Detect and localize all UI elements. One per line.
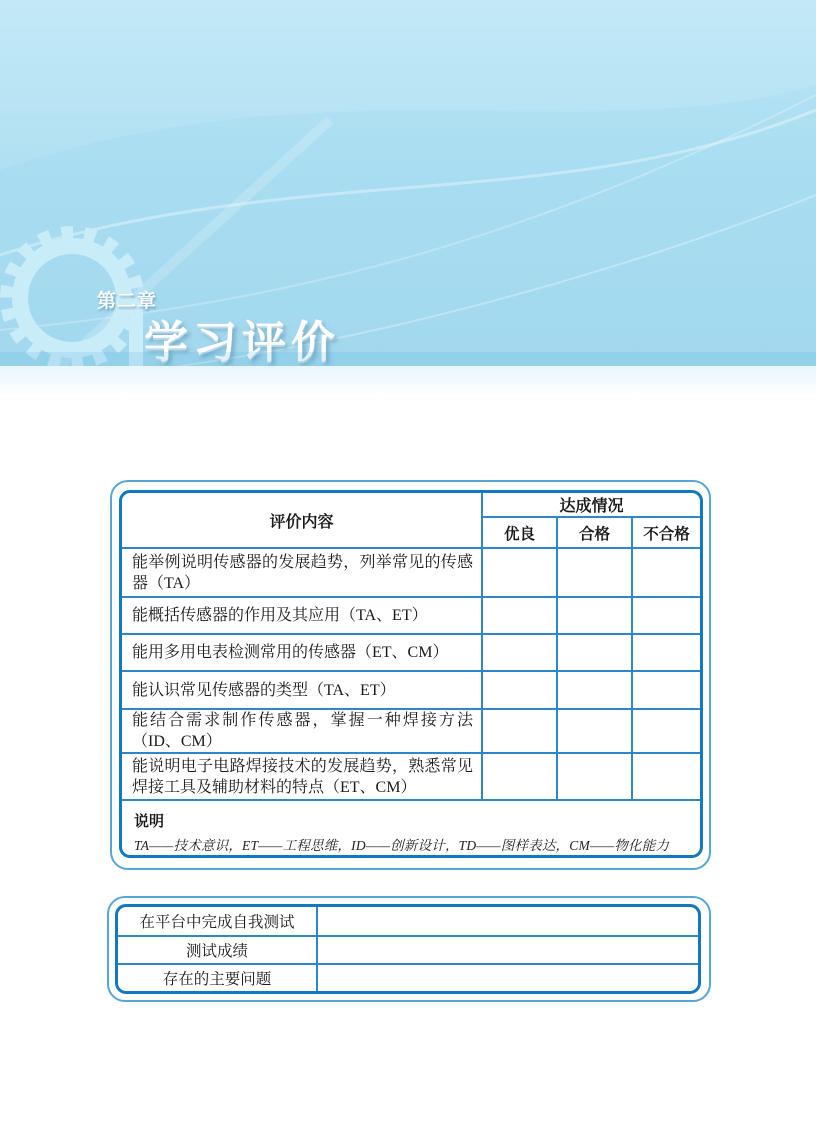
header-level-excellent: 优良 — [481, 516, 556, 547]
status-cell-pass — [556, 547, 631, 596]
status-cell-pass — [556, 596, 631, 633]
status-cell-pass — [556, 752, 631, 799]
self-test-table-inner — [115, 904, 701, 994]
status-cell-excellent — [481, 670, 556, 708]
evaluation-table — [110, 480, 711, 870]
status-cell-excellent — [481, 708, 556, 752]
header-achievement-status: 达成情况 — [481, 493, 700, 516]
table-note — [122, 799, 700, 855]
self-test-row-label: 测试成绩 — [118, 935, 316, 963]
self-test-row-label: 在平台中完成自我测试 — [139, 914, 295, 931]
eval-row-label: 能用多用电表检测常用的传感器（ET、CM） — [122, 633, 481, 670]
eval-row-label: 能说明电子电路焊接技术的发展趋势，熟悉常见焊接工具及辅助材料的特点（ET、CM） — [122, 752, 481, 799]
header-level-pass: 合格 — [556, 516, 631, 547]
chapter-label: 第二章 — [97, 291, 158, 312]
self-test-table — [107, 896, 711, 1002]
eval-row-label: 能结合需求制作传感器，掌握一种焊接方法（ID、CM） — [122, 708, 481, 752]
eval-row-label: 能认识常见传感器的类型（TA、ET） — [122, 670, 481, 708]
page-title: 学习评价 — [144, 318, 340, 366]
note-title: 说明 — [134, 813, 165, 830]
chapter-banner — [0, 0, 816, 366]
status-cell-excellent — [481, 752, 556, 799]
status-cell-pass — [556, 633, 631, 670]
banner-bottom-strip — [0, 352, 816, 366]
status-cell-fail — [631, 752, 700, 799]
self-test-row-value — [316, 935, 698, 963]
note-body: TA——技术意识，ET——工程思维，ID——创新设计，TD——图样表达，CM——物化能力 — [134, 838, 670, 853]
status-cell-excellent — [481, 596, 556, 633]
self-test-row-label: 存在的主要问题 — [118, 963, 316, 991]
header-level-fail: 不合格 — [631, 516, 700, 547]
status-cell-fail — [631, 633, 700, 670]
status-cell-pass — [556, 670, 631, 708]
eval-row-label: 能概括传感器的作用及其应用（TA、ET） — [122, 596, 481, 633]
evaluation-table-inner — [119, 490, 703, 858]
status-cell-fail — [631, 670, 700, 708]
status-cell-excellent — [481, 633, 556, 670]
status-cell-fail — [631, 708, 700, 752]
banner-fade — [0, 366, 816, 396]
status-cell-fail — [631, 596, 700, 633]
self-test-row-value — [316, 963, 698, 991]
eval-row-label: 能举例说明传感器的发展趋势，列举常见的传感器（TA） — [122, 547, 481, 596]
status-cell-excellent — [481, 547, 556, 596]
status-cell-pass — [556, 708, 631, 752]
header-evaluation-content: 评价内容 — [269, 513, 334, 531]
status-cell-fail — [631, 547, 700, 596]
self-test-row-value — [316, 907, 698, 935]
